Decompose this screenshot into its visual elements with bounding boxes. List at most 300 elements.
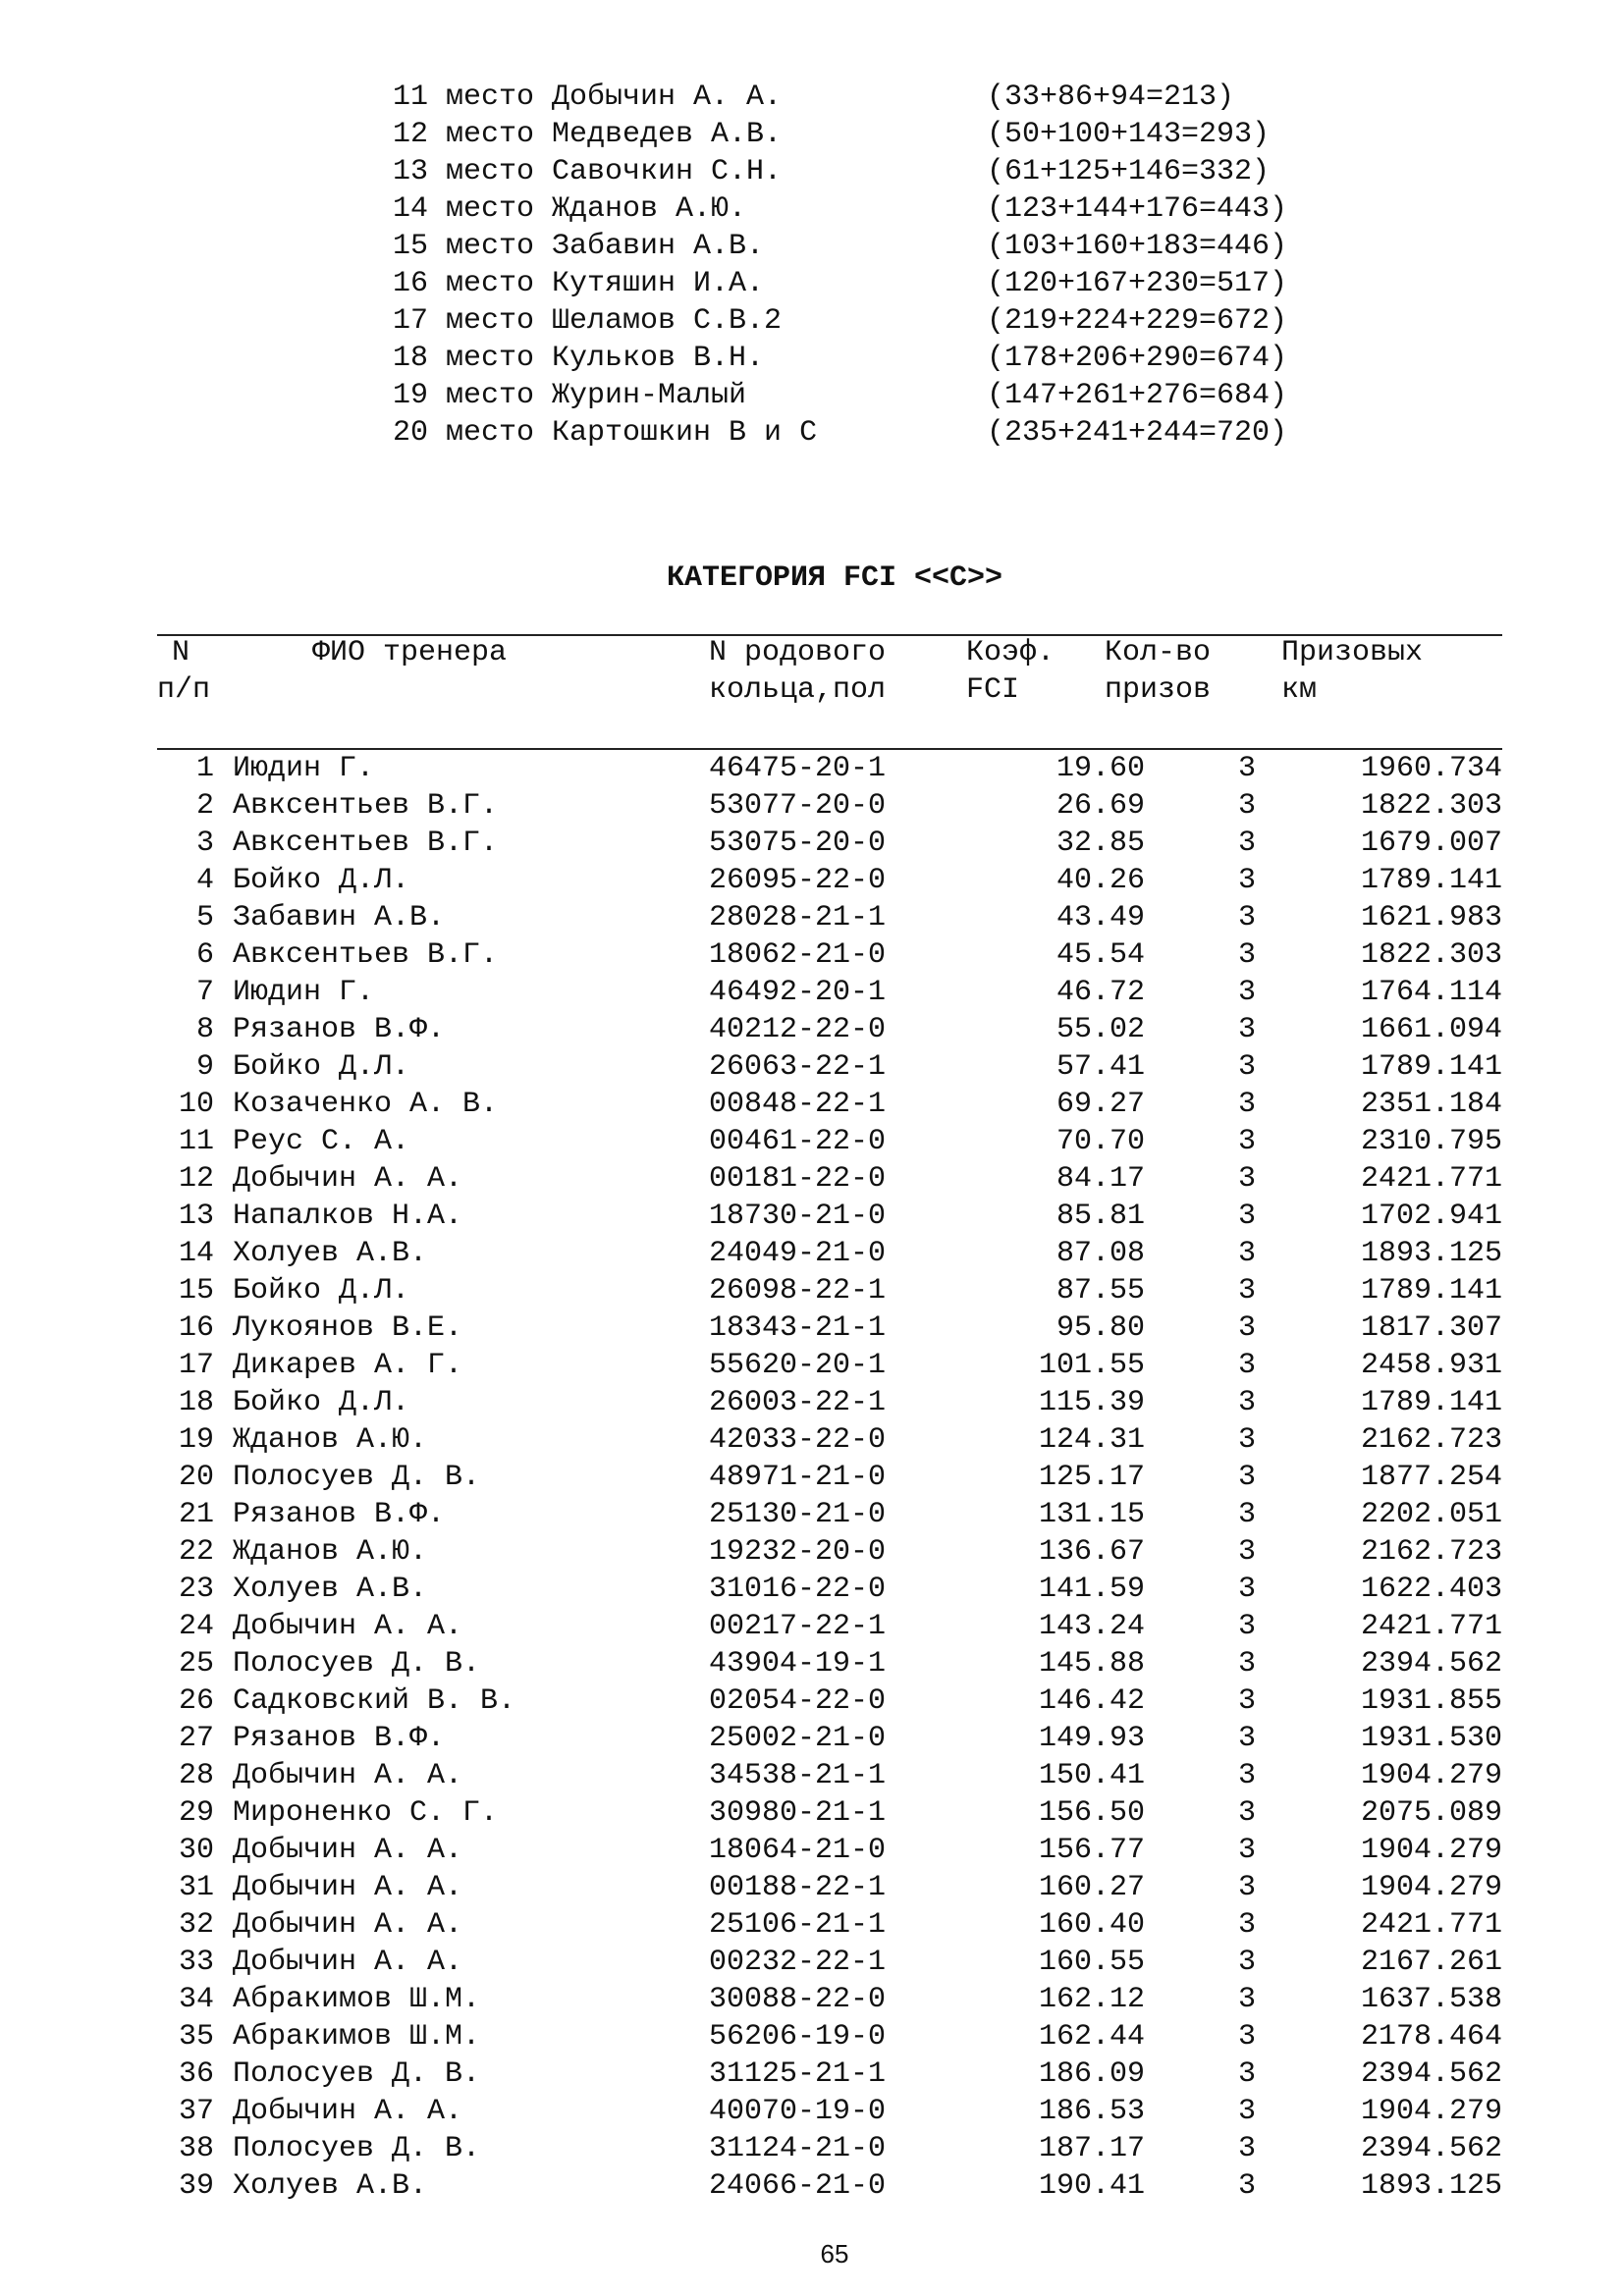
table-row: [0, 1123, 1624, 1160]
table-row: [0, 1944, 1624, 1981]
table-row: [0, 1869, 1624, 1906]
standing-calc: (123+144+176=443): [987, 192, 1288, 226]
row-number: 39: [178, 2169, 214, 2203]
row-count: 3: [1237, 1908, 1256, 1942]
row-km: 2421.771: [1360, 1162, 1502, 1196]
row-trainer: Добычин А. А.: [233, 1610, 463, 1643]
row-number: 22: [178, 1535, 214, 1569]
table-row: [0, 936, 1624, 974]
row-count: 3: [1237, 1274, 1256, 1308]
row-count: 3: [1237, 1200, 1256, 1233]
row-coef: 43.49: [1056, 901, 1145, 934]
row-number: 4: [195, 864, 214, 897]
row-km: 2167.261: [1360, 1946, 1502, 1979]
row-trainer: Бойко Д.Л.: [233, 864, 410, 897]
row-trainer: Рязанов В.Ф.: [233, 1722, 446, 1755]
header-num-line2: п/п: [157, 673, 211, 707]
row-trainer: Добычин А. А.: [233, 1871, 463, 1904]
header-km-line2: км: [1281, 673, 1318, 707]
table-row: [0, 1309, 1624, 1347]
row-count: 3: [1237, 1796, 1256, 1830]
row-number: 3: [195, 827, 214, 860]
row-trainer: Авксентьев В.Г.: [233, 827, 499, 860]
table-row: [0, 1384, 1624, 1421]
row-count: 3: [1237, 1461, 1256, 1494]
row-coef: 70.70: [1056, 1125, 1145, 1158]
row-coef: 69.27: [1056, 1088, 1145, 1121]
row-km: 1822.303: [1360, 789, 1502, 823]
row-number: 5: [195, 901, 214, 934]
row-ring: 48971-21-0: [709, 1461, 887, 1494]
row-coef: 149.93: [1038, 1722, 1145, 1755]
row-trainer: Авксентьев В.Г.: [233, 789, 499, 823]
row-count: 3: [1237, 1834, 1256, 1867]
row-km: 2394.562: [1360, 2132, 1502, 2165]
row-ring: 53075-20-0: [709, 827, 887, 860]
row-km: 2162.723: [1360, 1423, 1502, 1457]
row-km: 1931.855: [1360, 1684, 1502, 1718]
row-trainer: Лукоянов В.Е.: [233, 1311, 463, 1345]
row-km: 1877.254: [1360, 1461, 1502, 1494]
row-count: 3: [1237, 1535, 1256, 1569]
row-coef: 57.41: [1056, 1050, 1145, 1084]
row-ring: 24066-21-0: [709, 2169, 887, 2203]
row-count: 3: [1237, 2020, 1256, 2054]
table-row: [0, 1645, 1624, 1682]
row-ring: 31125-21-1: [709, 2057, 887, 2091]
standing-line: [393, 302, 1326, 340]
table-row: [0, 1235, 1624, 1272]
row-count: 3: [1237, 1983, 1256, 2016]
row-km: 1904.279: [1360, 2095, 1502, 2128]
row-number: 11: [178, 1125, 214, 1158]
table-row: [0, 1086, 1624, 1123]
row-coef: 87.55: [1056, 1274, 1145, 1308]
row-ring: 31124-21-0: [709, 2132, 887, 2165]
table-row: [0, 1533, 1624, 1571]
header-coef-line2: FCI: [966, 673, 1020, 707]
row-ring: 34538-21-1: [709, 1759, 887, 1792]
row-km: 1789.141: [1360, 1274, 1502, 1308]
row-ring: 00181-22-0: [709, 1162, 887, 1196]
table-row: [0, 1048, 1624, 1086]
row-number: 13: [178, 1200, 214, 1233]
row-ring: 53077-20-0: [709, 789, 887, 823]
row-number: 9: [195, 1050, 214, 1084]
row-ring: 55620-20-1: [709, 1349, 887, 1382]
row-coef: 160.55: [1038, 1946, 1145, 1979]
row-count: 3: [1237, 1647, 1256, 1681]
standing-place: 14 место Жданов А.Ю.: [393, 192, 747, 226]
row-ring: 30088-22-0: [709, 1983, 887, 2016]
row-coef: 187.17: [1038, 2132, 1145, 2165]
row-trainer: Добычин А. А.: [233, 1946, 463, 1979]
row-count: 3: [1237, 864, 1256, 897]
row-ring: 46475-20-1: [709, 752, 887, 785]
table-row: [0, 1682, 1624, 1720]
row-km: 1904.279: [1360, 1834, 1502, 1867]
header-km-line1: Призовых: [1281, 636, 1424, 669]
table-row: [0, 1496, 1624, 1533]
row-trainer: Добычин А. А.: [233, 1759, 463, 1792]
row-coef: 101.55: [1038, 1349, 1145, 1382]
row-ring: 00461-22-0: [709, 1125, 887, 1158]
row-ring: 26003-22-1: [709, 1386, 887, 1419]
row-count: 3: [1237, 1125, 1256, 1158]
standing-calc: (120+167+230=517): [987, 267, 1288, 300]
standing-calc: (33+86+94=213): [987, 80, 1235, 114]
standing-calc: (103+160+183=446): [987, 230, 1288, 263]
row-coef: 156.50: [1038, 1796, 1145, 1830]
row-km: 2351.184: [1360, 1088, 1502, 1121]
row-trainer: Авксентьев В.Г.: [233, 938, 499, 972]
row-count: 3: [1237, 1088, 1256, 1121]
row-trainer: Абракимов Ш.М.: [233, 1983, 481, 2016]
row-km: 1822.303: [1360, 938, 1502, 972]
row-number: 28: [178, 1759, 214, 1792]
row-coef: 32.85: [1056, 827, 1145, 860]
row-ring: 18064-21-0: [709, 1834, 887, 1867]
row-km: 1622.403: [1360, 1573, 1502, 1606]
row-ring: 40070-19-0: [709, 2095, 887, 2128]
standing-line: [393, 228, 1326, 265]
row-coef: 186.09: [1038, 2057, 1145, 2091]
standing-place: 20 место Картошкин В и С: [393, 416, 818, 450]
row-trainer: Полосуев Д. В.: [233, 2057, 481, 2091]
row-ring: 56206-19-0: [709, 2020, 887, 2054]
row-trainer: Садковский В. В.: [233, 1684, 516, 1718]
row-coef: 141.59: [1038, 1573, 1145, 1606]
header-ring-line1: N родового: [709, 636, 887, 669]
row-ring: 30980-21-1: [709, 1796, 887, 1830]
row-count: 3: [1237, 1162, 1256, 1196]
row-km: 1817.307: [1360, 1311, 1502, 1345]
row-km: 2394.562: [1360, 2057, 1502, 2091]
row-number: 14: [178, 1237, 214, 1270]
row-coef: 46.72: [1056, 976, 1145, 1009]
table-row: [0, 750, 1624, 787]
table-row: [0, 2167, 1624, 2205]
row-number: 38: [178, 2132, 214, 2165]
row-km: 1637.538: [1360, 1983, 1502, 2016]
row-number: 31: [178, 1871, 214, 1904]
table-row: [0, 1347, 1624, 1384]
row-ring: 24049-21-0: [709, 1237, 887, 1270]
category-title: КАТЕГОРИЯ FCI <<C>>: [666, 561, 1003, 595]
row-coef: 26.69: [1056, 789, 1145, 823]
row-km: 1904.279: [1360, 1871, 1502, 1904]
row-trainer: Июдин Г.: [233, 976, 375, 1009]
row-trainer: Добычин А. А.: [233, 1162, 463, 1196]
row-km: 2202.051: [1360, 1498, 1502, 1531]
row-count: 3: [1237, 2132, 1256, 2165]
row-trainer: Жданов А.Ю.: [233, 1423, 428, 1457]
table-row: [0, 2056, 1624, 2093]
row-count: 3: [1237, 901, 1256, 934]
row-number: 23: [178, 1573, 214, 1606]
row-number: 18: [178, 1386, 214, 1419]
row-ring: 25002-21-0: [709, 1722, 887, 1755]
row-count: 3: [1237, 1423, 1256, 1457]
row-number: 24: [178, 1610, 214, 1643]
row-coef: 145.88: [1038, 1647, 1145, 1681]
row-trainer: Жданов А.Ю.: [233, 1535, 428, 1569]
row-km: 1904.279: [1360, 1759, 1502, 1792]
row-number: 20: [178, 1461, 214, 1494]
row-ring: 02054-22-0: [709, 1684, 887, 1718]
table-row: [0, 899, 1624, 936]
header-count-line1: Кол-во: [1105, 636, 1212, 669]
table-row: [0, 1160, 1624, 1198]
row-km: 2075.089: [1360, 1796, 1502, 1830]
row-number: 29: [178, 1796, 214, 1830]
row-coef: 55.02: [1056, 1013, 1145, 1046]
row-ring: 28028-21-1: [709, 901, 887, 934]
row-count: 3: [1237, 1573, 1256, 1606]
row-number: 32: [178, 1908, 214, 1942]
standing-place: 12 место Медведев А.В.: [393, 118, 783, 151]
row-ring: 26095-22-0: [709, 864, 887, 897]
row-count: 3: [1237, 938, 1256, 972]
row-number: 7: [195, 976, 214, 1009]
row-km: 2421.771: [1360, 1610, 1502, 1643]
row-coef: 136.67: [1038, 1535, 1145, 1569]
table-row: [0, 1421, 1624, 1459]
row-number: 17: [178, 1349, 214, 1382]
row-trainer: Холуев А.В.: [233, 1573, 428, 1606]
page-number: 65: [820, 2239, 849, 2269]
row-trainer: Забавин А.В.: [233, 901, 446, 934]
row-coef: 124.31: [1038, 1423, 1145, 1457]
row-number: 6: [195, 938, 214, 972]
row-coef: 131.15: [1038, 1498, 1145, 1531]
row-ring: 43904-19-1: [709, 1647, 887, 1681]
row-count: 3: [1237, 1013, 1256, 1046]
table-row: [0, 1272, 1624, 1309]
row-coef: 87.08: [1056, 1237, 1145, 1270]
row-ring: 18062-21-0: [709, 938, 887, 972]
row-trainer: Реус С. А.: [233, 1125, 410, 1158]
standings-list: [393, 79, 1326, 452]
row-km: 1679.007: [1360, 827, 1502, 860]
row-km: 1789.141: [1360, 1386, 1502, 1419]
standing-line: [393, 265, 1326, 302]
row-count: 3: [1237, 1759, 1256, 1792]
row-count: 3: [1237, 1386, 1256, 1419]
standing-place: 16 место Кутяшин И.А.: [393, 267, 765, 300]
header-coef-line1: Коэф.: [966, 636, 1056, 669]
row-coef: 150.41: [1038, 1759, 1145, 1792]
row-km: 2394.562: [1360, 1647, 1502, 1681]
row-km: 2310.795: [1360, 1125, 1502, 1158]
standing-place: 19 место Журин-Малый: [393, 379, 747, 412]
row-coef: 85.81: [1056, 1200, 1145, 1233]
row-number: 36: [178, 2057, 214, 2091]
header-count-line2: призов: [1105, 673, 1212, 707]
row-trainer: Полосуев Д. В.: [233, 1647, 481, 1681]
row-trainer: Бойко Д.Л.: [233, 1050, 410, 1084]
row-km: 1764.114: [1360, 976, 1502, 1009]
row-coef: 190.41: [1038, 2169, 1145, 2203]
row-ring: 42033-22-0: [709, 1423, 887, 1457]
row-number: 37: [178, 2095, 214, 2128]
row-number: 35: [178, 2020, 214, 2054]
row-trainer: Холуев А.В.: [233, 1237, 428, 1270]
row-trainer: Мироненко С. Г.: [233, 1796, 499, 1830]
row-coef: 115.39: [1038, 1386, 1145, 1419]
row-coef: 160.40: [1038, 1908, 1145, 1942]
standing-place: 11 место Добычин А. А.: [393, 80, 783, 114]
row-km: 2162.723: [1360, 1535, 1502, 1569]
table-row: [0, 1981, 1624, 2018]
table-row: [0, 1198, 1624, 1235]
row-km: 2421.771: [1360, 1908, 1502, 1942]
row-trainer: Добычин А. А.: [233, 1834, 463, 1867]
standing-place: 15 место Забавин А.В.: [393, 230, 765, 263]
row-trainer: Напалков Н.А.: [233, 1200, 463, 1233]
row-ring: 00188-22-1: [709, 1871, 887, 1904]
row-km: 1931.530: [1360, 1722, 1502, 1755]
row-ring: 00217-22-1: [709, 1610, 887, 1643]
row-count: 3: [1237, 2095, 1256, 2128]
table-row: [0, 974, 1624, 1011]
row-count: 3: [1237, 1610, 1256, 1643]
row-number: 34: [178, 1983, 214, 2016]
row-ring: 26063-22-1: [709, 1050, 887, 1084]
row-count: 3: [1237, 827, 1256, 860]
row-coef: 186.53: [1038, 2095, 1145, 2128]
row-number: 10: [178, 1088, 214, 1121]
table-row: [0, 2130, 1624, 2167]
header-num-line1: N: [172, 636, 190, 669]
row-trainer: Абракимов Ш.М.: [233, 2020, 481, 2054]
standing-line: [393, 79, 1326, 116]
standing-line: [393, 377, 1326, 414]
row-number: 12: [178, 1162, 214, 1196]
row-count: 3: [1237, 789, 1256, 823]
row-trainer: Июдин Г.: [233, 752, 375, 785]
row-ring: 26098-22-1: [709, 1274, 887, 1308]
row-trainer: Бойко Д.Л.: [233, 1274, 410, 1308]
row-coef: 95.80: [1056, 1311, 1145, 1345]
row-number: 21: [178, 1498, 214, 1531]
row-ring: 25130-21-0: [709, 1498, 887, 1531]
standing-place: 17 место Шеламов С.В.2: [393, 304, 783, 338]
table-row: [0, 1608, 1624, 1645]
row-coef: 160.27: [1038, 1871, 1145, 1904]
row-number: 25: [178, 1647, 214, 1681]
row-ring: 00848-22-1: [709, 1088, 887, 1121]
row-count: 3: [1237, 1498, 1256, 1531]
row-coef: 162.12: [1038, 1983, 1145, 2016]
row-count: 3: [1237, 976, 1256, 1009]
standing-place: 18 место Кульков В.Н.: [393, 342, 765, 375]
row-count: 3: [1237, 2169, 1256, 2203]
row-count: 3: [1237, 1311, 1256, 1345]
row-count: 3: [1237, 1946, 1256, 1979]
row-km: 1960.734: [1360, 752, 1502, 785]
row-count: 3: [1237, 752, 1256, 785]
table-row: [0, 1832, 1624, 1869]
row-trainer: Полосуев Д. В.: [233, 1461, 481, 1494]
row-count: 3: [1237, 2057, 1256, 2091]
row-km: 1789.141: [1360, 864, 1502, 897]
standing-calc: (147+261+276=684): [987, 379, 1288, 412]
row-count: 3: [1237, 1050, 1256, 1084]
standing-calc: (219+224+229=672): [987, 304, 1288, 338]
standing-calc: (50+100+143=293): [987, 118, 1271, 151]
row-count: 3: [1237, 1871, 1256, 1904]
row-number: 16: [178, 1311, 214, 1345]
row-ring: 46492-20-1: [709, 976, 887, 1009]
row-km: 1893.125: [1360, 2169, 1502, 2203]
table-row: [0, 1011, 1624, 1048]
table-row: [0, 1794, 1624, 1832]
row-coef: 156.77: [1038, 1834, 1145, 1867]
row-trainer: Добычин А. А.: [233, 2095, 463, 2128]
standing-place: 13 место Савочкин С.Н.: [393, 155, 783, 188]
row-coef: 19.60: [1056, 752, 1145, 785]
row-number: 19: [178, 1423, 214, 1457]
row-km: 1893.125: [1360, 1237, 1502, 1270]
row-count: 3: [1237, 1684, 1256, 1718]
row-number: 8: [195, 1013, 214, 1046]
row-trainer: Дикарев А. Г.: [233, 1349, 463, 1382]
row-number: 1: [195, 752, 214, 785]
row-number: 27: [178, 1722, 214, 1755]
row-trainer: Полосуев Д. В.: [233, 2132, 481, 2165]
standing-line: [393, 116, 1326, 153]
row-coef: 146.42: [1038, 1684, 1145, 1718]
table-row: [0, 1757, 1624, 1794]
row-ring: 31016-22-0: [709, 1573, 887, 1606]
row-ring: 40212-22-0: [709, 1013, 887, 1046]
standing-line: [393, 190, 1326, 228]
row-count: 3: [1237, 1237, 1256, 1270]
standing-line: [393, 153, 1326, 190]
standing-calc: (61+125+146=332): [987, 155, 1271, 188]
row-coef: 143.24: [1038, 1610, 1145, 1643]
standing-line: [393, 414, 1326, 452]
row-trainer: Рязанов В.Ф.: [233, 1013, 446, 1046]
standing-calc: (178+206+290=674): [987, 342, 1288, 375]
row-trainer: Бойко Д.Л.: [233, 1386, 410, 1419]
row-coef: 40.26: [1056, 864, 1145, 897]
table-row: [0, 2018, 1624, 2056]
header-ring-line2: кольца,пол: [709, 673, 887, 707]
header-name: ФИО тренера: [312, 636, 508, 669]
row-ring: 00232-22-1: [709, 1946, 887, 1979]
row-ring: 18730-21-0: [709, 1200, 887, 1233]
row-coef: 45.54: [1056, 938, 1145, 972]
row-trainer: Добычин А. А.: [233, 1908, 463, 1942]
row-coef: 84.17: [1056, 1162, 1145, 1196]
standing-line: [393, 340, 1326, 377]
row-coef: 125.17: [1038, 1461, 1145, 1494]
table-row: [0, 862, 1624, 899]
row-count: 3: [1237, 1722, 1256, 1755]
row-km: 1661.094: [1360, 1013, 1502, 1046]
row-km: 1789.141: [1360, 1050, 1502, 1084]
row-number: 26: [178, 1684, 214, 1718]
table-row: [0, 1571, 1624, 1608]
row-number: 30: [178, 1834, 214, 1867]
row-ring: 18343-21-1: [709, 1311, 887, 1345]
row-number: 33: [178, 1946, 214, 1979]
row-km: 1621.983: [1360, 901, 1502, 934]
standing-calc: (235+241+244=720): [987, 416, 1288, 450]
table-row: [0, 1459, 1624, 1496]
